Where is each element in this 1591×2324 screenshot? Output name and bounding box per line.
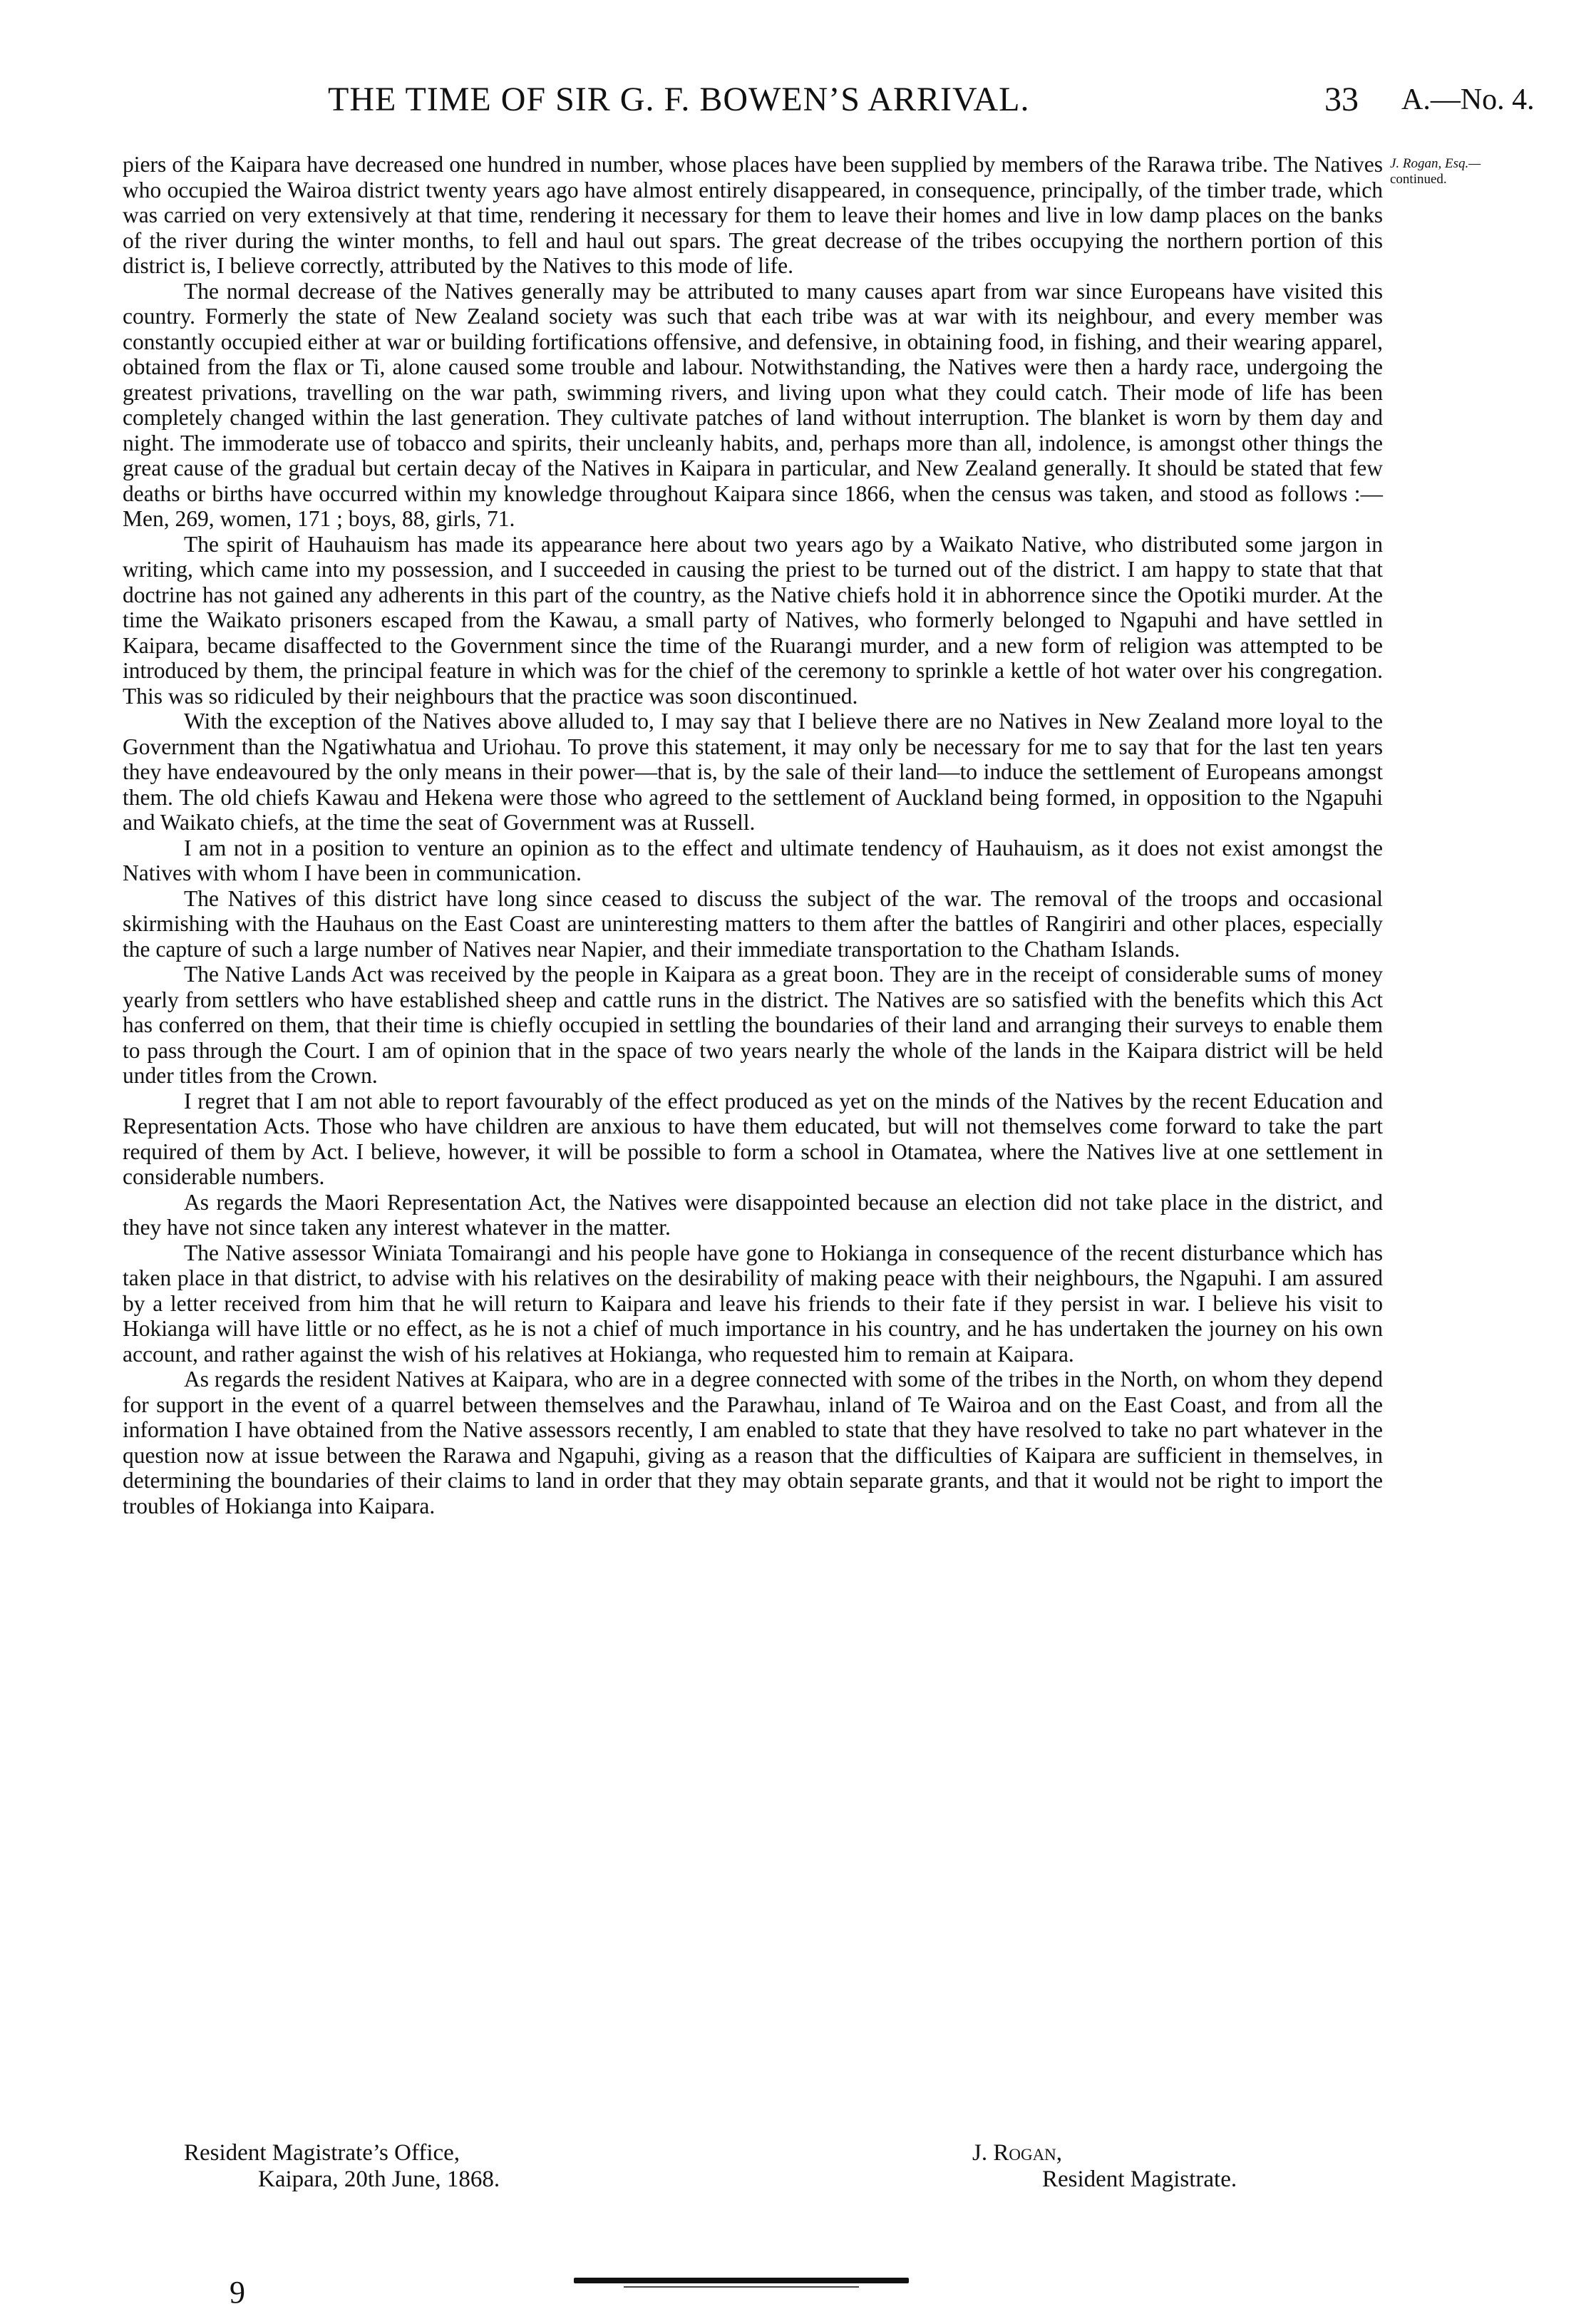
paragraph: The spirit of Hauhauism has made its appearance here about two years ago by a Waikato Native, who distributed some jargon in writing, which came into my possession, and I succeeded in causing the priest to be turned out of the district. I am happy to state that that doctrine has not gained any adherents in this part of the country, as the Native chiefs hold it in abhorrence since the Opotiki murder. At the time the Waikato prisoners escaped from the Kawau, a small party of Natives, who formerly belonged to Ngapuhi and have settled in Kaipara, became disaffected to the Government since the time of the Ruarangi murder, and a new form of religion was attempted to be introduced by them, the principal feature in which was for the chief of the ceremony to sprinkle a kettle of hot water over his congregation. This was so ridiculed by their neighbours that the practice was soon discontinued. (123, 531, 1383, 709)
page-title: THE TIME OF SIR G. F. BOWEN’S ARRIVAL. (328, 81, 1030, 118)
paragraph: As regards the Maori Representation Act, the Natives were disappointed because an election did not take place in the district, and they have not since taken any interest whatever in the matter. (123, 1189, 1383, 1240)
paragraph: piers of the Kaipara have decreased one hundred in number, whose places have been supplied by members of the Rarawa tribe. The Natives who occupied the Wairoa district twenty years ago have almost entirely disappeared, in consequence, principally, of the timber trade, which was carried on very extensively at that time, rendering it necessary for them to leave their homes and live in low damp places on the banks of the river during the winter months, to fell and haul out spars. The great decrease of the tribes occupying the northern portion of this district is, I believe correctly, attributed by the Natives to this mode of life. (123, 152, 1383, 278)
margin-note-continued: continued. (1390, 172, 1447, 187)
footer-rule (574, 2278, 909, 2283)
paragraph: The Native Lands Act was received by the people in Kaipara as a great boon. They are in the receipt of considerable sums of money yearly from settlers who have established sheep and cattle runs in the district. The Natives are so satisfied with the benefits which this Act has conferred on them, that their time is chiefly occupied in settling the boundaries of their land and arranging their surveys to enable them to pass through the Court. I am of opinion that in the space of two years nearly the whole of the lands in the Kaipara district will be held under titles from the Crown. (123, 962, 1383, 1088)
margin-note (1390, 156, 1561, 187)
margin-note-author: J. Rogan, Esq.— (1390, 156, 1481, 171)
page-number: 33 (1324, 81, 1359, 118)
paragraph: The Native assessor Winiata Tomairangi and his people have gone to Hokianga in consequence of the recent disturbance which has taken place in that district, to advise with his relatives on the desirability of making peace with their neighbours, the Ngapuhi. I am assured by a letter received from him that he will return to Kaipara and leave his friends to their fate if they persist in war. I believe his visit to Hokianga will have little or no effect, as he is not a chief of much importance in his country, and he has undertaken the journey on his own account, and rather against the wish of his relatives at Hokianga, who requested him to remain at Kaipara. (123, 1240, 1383, 1367)
signatory-name: J. Rogan, (972, 2140, 1063, 2166)
signature-block (123, 2140, 1383, 2193)
report-body (123, 152, 1383, 1518)
paragraph: I am not in a position to venture an opinion as to the effect and ultimate tendency of Hauhauism, as it does not exist amongst the Natives with whom I have been in communication. (123, 835, 1383, 885)
paragraph: The Natives of this district have long since ceased to discuss the subject of the war. The removal of the troops and occasional skirmishing with the Hauhaus on the East Coast are uninteresting matters to them after the battles of Rangiriri and other places, especially the capture of such a large number of Natives near Napier, and their immediate transportation to the Chatham Islands. (123, 885, 1383, 962)
sheet-number: 9 (230, 2275, 245, 2310)
office-line: Resident Magistrate’s Office, (184, 2140, 460, 2166)
document-reference: A.—No. 4. (1401, 83, 1535, 116)
paragraph: With the exception of the Natives above alluded to, I may say that I believe there are no Natives in New Zealand more loyal to the Government than the Ngatiwhatua and Uriohau. To prove this statement, it may only be necessary for me to say that for the last ten years they have endeavoured by the only means in their power—that is, by the sale of their land—to induce the settlement of Europeans amongst them. The old chiefs Kawau and Hekena were those who agreed to the settlement of Auckland being formed, in opposition to the Ngapuhi and Waikato chiefs, at the time the seat of Government was at Russell. (123, 709, 1383, 835)
running-header (0, 80, 1591, 130)
paragraph: I regret that I am not able to report favourably of the effect produced as yet on the minds of the Natives by the recent Education and Representation Acts. Those who have children are anxious to have them educated, but will not themselves come forward to take the part required of them by Act. I believe, however, it will be possible to form a school in Otamatea, where the Natives live at one settlement in considerable numbers. (123, 1088, 1383, 1189)
paragraph: The normal decrease of the Natives generally may be attributed to many causes apart from war since Europeans have visited this country. Formerly the state of New Zealand society was such that each tribe was at war with its neighbour, and every member was constantly occupied either at war or building fortifications offensive, and defensive, in obtaining food, in fishing, and their wearing apparel, obtained from the flax or Ti, alone caused some trouble and labour. Notwithstanding, the Natives were then a hardy race, undergoing the greatest privations, travelling on the war path, swimming rivers, and living upon what they could catch. Their mode of life has been completely changed within the last generation. They cultivate patches of land without interruption. The blanket is worn by them day and night. The immoderate use of tobacco and spirits, their uncleanly habits, and, perhaps more than all, indolence, is amongst other things the great cause of the gradual but certain decay of the Natives in Kaipara in particular, and New Zealand generally. It should be stated that few deaths or births have occurred within my knowledge throughout Kaipara since 1866, when the census was taken, and stood as follows :—Men, 269, women, 171 ; boys, 88, girls, 71. (123, 278, 1383, 531)
place-date-line: Kaipara, 20th June, 1868. (258, 2166, 500, 2192)
paragraph: As regards the resident Natives at Kaipara, who are in a degree connected with some of the tribes in the North, on whom they depend for support in the event of a quarrel between themselves and the Parawhau, inland of Te Wairoa and on the East Coast, and from all the information I have obtained from the Native assessors recently, I am enabled to state that they have resolved to take no part whatever in the question now at issue between the Rarawa and Ngapuhi, giving as a reason that the difficulties of Kaipara are sufficient in themselves, in determining the boundaries of their claims to land in order that they may obtain separate grants, and that it would not be right to import the troubles of Hokianga into Kaipara. (123, 1367, 1383, 1518)
signatory-role: Resident Magistrate. (1042, 2166, 1237, 2192)
